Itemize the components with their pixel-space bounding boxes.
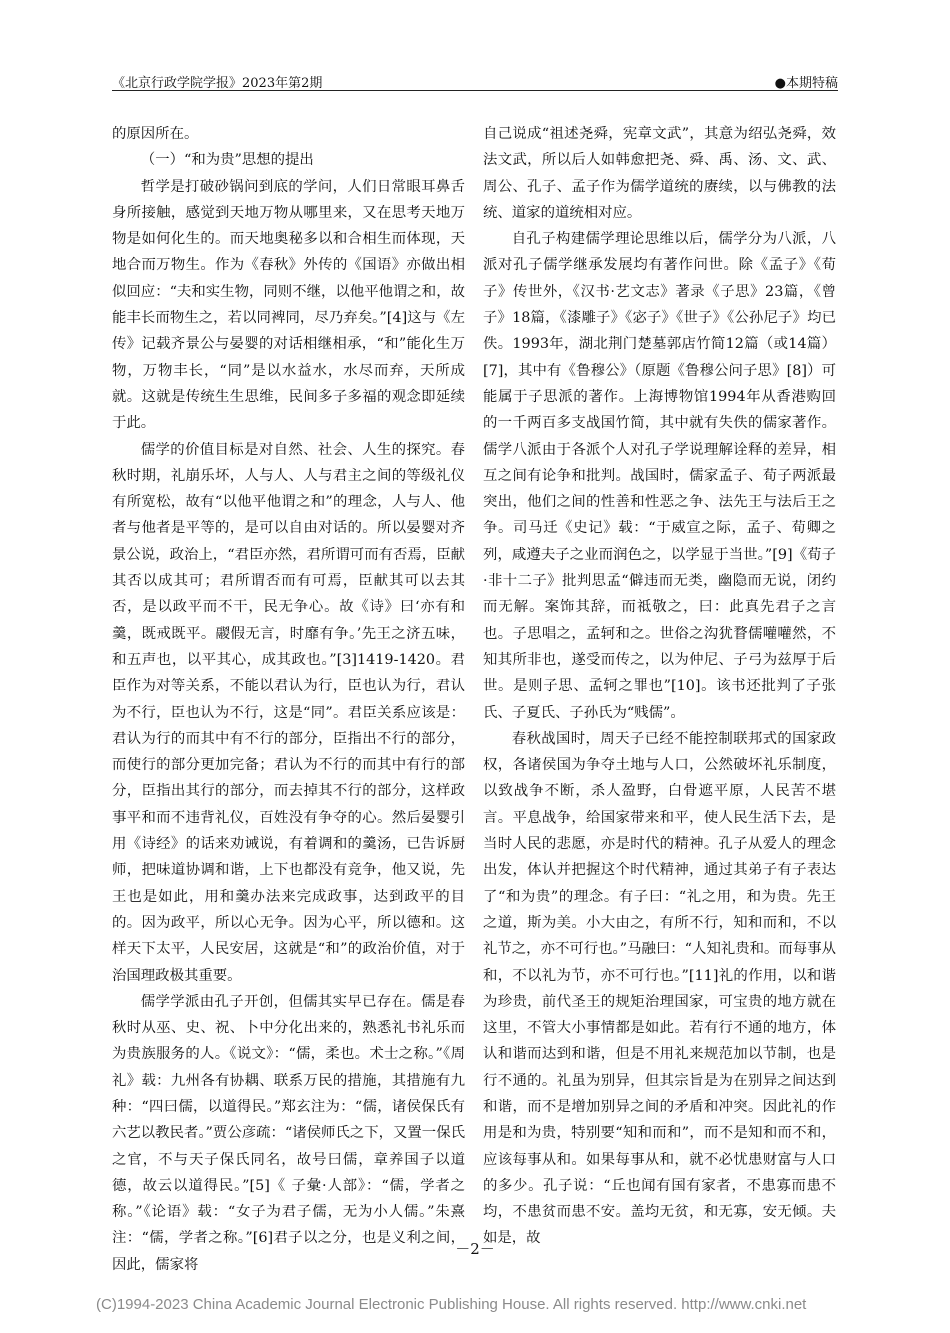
paragraph: 儒学学派由孔子开创，但儒其实早已存在。儒是春秋时从巫、史、祝、卜中分化出来的，熟悉礼书礼乐而为贵族服务的人。《说文》：“儒，柔也。术士之称。”《周礼》载：九州各有协耦、联系万民的措施，其措施有九种：“四曰儒，以道得民。”郑玄注为：“儒，诸侯保氏有六艺以教民者。”贾公彦疏：“诸侯师氏之下，又置一保氏之官，不与天子保氏同名，故号曰儒，章养国子以道德，故云以道得民。”[5]《 子彙·人部》：“儒，学者之称。”《论语》载：“女子为君子儒，无为小人儒。”朱熹注：“儒，学者之称。”[6]君子以之分，也是义利之间，因此，儒家将 [112,993,465,1273]
copyright-notice: (C)1994-2023 China Academic Journal Electronic Publishing House. All rights reserved. http://www.cnki.net [96,1296,807,1313]
paragraph: 自己说成“祖述尧舜，宪章文武”，其意为绍弘尧舜，效法文武，所以后人如韩愈把尧、舜、禹、汤、文、武、周公、孔子、孟子作为儒学道统的赓续，以与佛教的法统、道家的道统相对应。 [483,126,836,221]
paragraph: 自孔子构建儒学理论思维以后，儒学分为八派，八派对孔子儒学继承发展均有著作问世。除《孟子》《荀子》传世外，《汉书·艺文志》著录《子思》23篇，《曾子》18篇，《漆雕子》《宓子》《世子》《公孙尼子》均已佚。1993年，湖北荆门楚墓郭店竹简12篇（或14篇）[7]，其中有《鲁穆公》（原题《鲁穆公问子思》[8]）可能属于子思派的著作。上海博物馆1994年从香港购回的一千两百多支战国竹简，其中就有失佚的儒家著作。儒学八派由于各派个人对孔子学说理解诠释的差异，相互之间有论争和批判。战国时，儒家孟子、荀子两派最突出，他们之间的性善和性恶之争、法先王与法后王之争。司马迁《史记》载：“于威宣之际，孟子、荀卿之列，咸遵夫子之业而润色之，以学显于当世。”[9]《荀子·非十二子》批判思孟“僻违而无类，幽隐而无说，闭约而无解。案饰其辞，而祗敬之，曰：此真先君子之言也。子思唱之，孟轲和之。世俗之沟犹瞀儒嚾嚾然，不知其所非也，遂受而传之，以为仲尼、子弓为兹厚于后世。是则子思、孟轲之罪也”[10]。该书还批判了子张氏、子夏氏、子孙氏为“贱儒”。 [483,231,836,721]
section-label: ●本期特稿 [774,76,838,91]
right-column [483,121,836,1252]
paragraph: 的原因所在。 [112,126,199,142]
journal-title: 《北京行政学院学报》2023年第2期 [112,76,323,91]
section-heading: （一）“和为贵”思想的提出 [140,152,314,169]
page-number: －2－ [455,1240,495,1258]
paragraph: 春秋战国时，周天子已经不能控制联邦式的国家政权，各诸侯国为争夺土地与人口，公然破坏礼乐制度，以致战争不断，杀人盈野，白骨遮平原，人民苦不堪言。平息战争，给国家带来和平，使人民生活下去，是当时人民的悲愿，亦是时代的精神。孔子从爱人的理念出发，体认并把握这个时代精神，通过其弟子有子表达了“和为贵”的理念。有子曰：“礼之用，和为贵。先王之道，斯为美。小大由之，有所不行，知和而和，不以礼节之，亦不可行也。”马融曰：“人知礼贵和。而每事从和，不以礼为节，亦不可行也。”[11]礼的作用，以和谐为珍贵，前代圣王的规矩治理国家，可宝贵的地方就在这里，不管大小事情都是如此。若有行不通的地方，体认和谐而达到和谐，但是不用礼来规范加以节制，也是行不通的。礼虽为别异，但其宗旨是为在别异之间达到和谐，而不是增加别异之间的矛盾和冲突。因此礼的作用是和为贵，特别要“知和而和”，而不是知和而不和，应该每事从和。如果每事从和，就不必忧患财富与人口的多少。孔子说：“丘也闻有国有家者，不患寡而患不均，不患贫而患不安。盖均无贫，和无寡，安无倾。夫如是，故 [483,730,836,1247]
paragraph: 哲学是打破砂锅问到底的学问，人们日常眼耳鼻舌身所接触，感觉到天地万物从哪里来，又在思考天地万物是如何化生的。而天地奥秘多以和合相生而体现，天地合而万物生。作为《春秋》外传的《国语》亦做出相似回应：“夫和实生物，同则不继，以他平他谓之和，故能丰长而物生之，若以同裨同，尽乃弃矣。”[4]这与《左传》记载齐景公与晏婴的对话相继相承，“和”能化生万物，万物丰长，“同”是以水益水，水尽而弃，天所成就。这就是传统生生思维，民间多子多福的观念即延续于此。 [112,178,465,432]
paragraph: 儒学的价值目标是对自然、社会、人生的探究。春秋时期，礼崩乐坏，人与人、人与君主之间的等级礼仪有所宽松，故有“以他平他谓之和”的理念，人与人、他者与他者是平等的，是可以自由对话的。所以晏婴对齐景公说，政治上，“君臣亦然，君所谓可而有否焉，臣献其否以成其可；君所谓否而有可焉，臣献其可以去其否，是以政平而不干，民无争心。故《诗》曰‘亦有和羹，既戒既平。鬷假无言，时靡有争。’先王之济五味，和五声也，以平其心，成其政也。”[3]1419-1420。君臣作为对等关系，不能以君认为行，臣也认为行，君认为不行，臣也认为不行，这是“同”。君臣关系应该是：君认为行的而其中有不行的部分，臣指出不行的部分，而使行的部分更加完备；君认为不行的而其中有行的部分，臣指出其行的部分，而去掉其不行的部分，这样政事平和而不违背礼仪，百姓没有争夺的心。然后晏婴引用《诗经》的话来劝诫说，有着调和的羹汤，已告诉厨师，把味道协调和谐，上下也都没有竞争，他又说，先王也是如此，用和羹办法来完成政事，达到政平的目的。因为政平，所以心无争。因为心平，所以德和。这样天下太平，人民安居，这就是“和”的政治价值，对于治国理政极其重要。 [112,441,465,984]
running-header [112,66,838,91]
left-column [112,121,465,1278]
